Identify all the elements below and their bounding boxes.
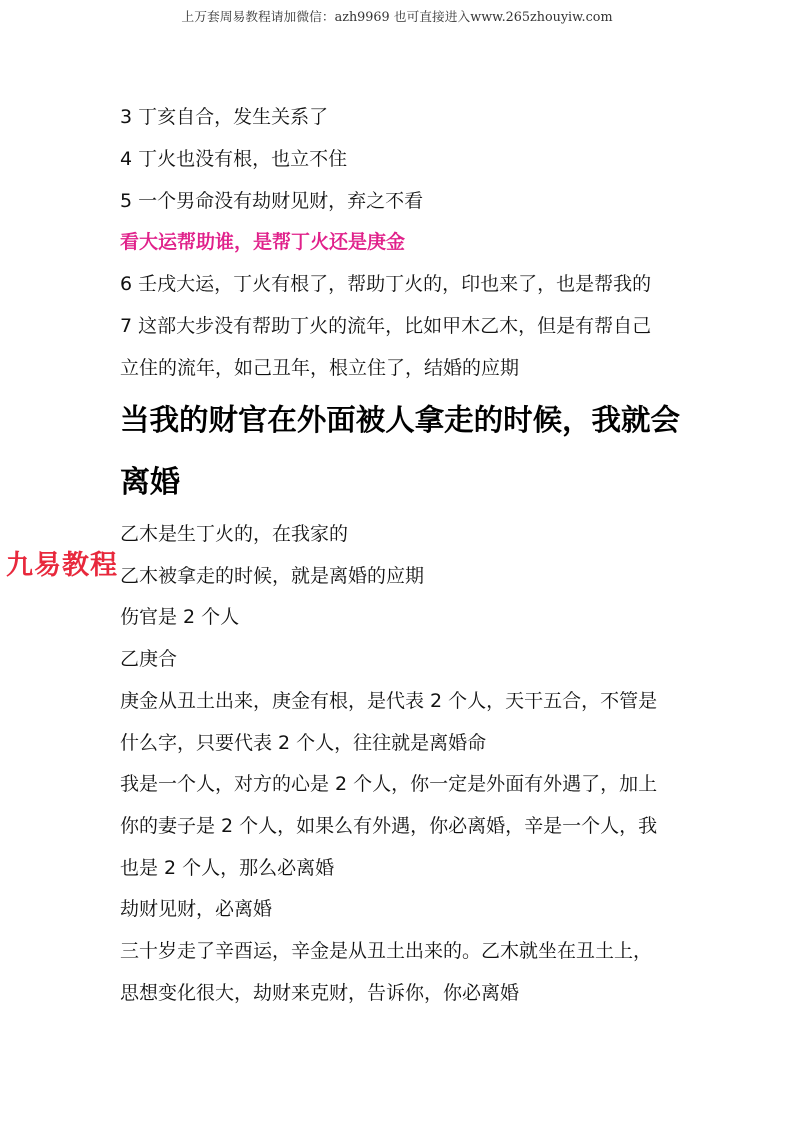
text-line: 7 这部大步没有帮助丁火的流年，比如甲木乙木，但是有帮自己 — [120, 315, 652, 337]
text-line: 三十岁走了辛酉运，辛金是从丑土出来的。乙木就坐在丑土上， — [120, 940, 653, 962]
text-line: 庚金从丑土出来，庚金有根，是代表 2 个人，天干五合，不管是 — [120, 690, 658, 712]
text-line: 也是 2 个人，那么必离婚 — [120, 857, 335, 879]
text-line: 5 一个男命没有劫财见财，弃之不看 — [120, 190, 424, 212]
text-line: 乙木被拿走的时候，就是离婚的应期 — [120, 565, 425, 587]
text-line: 你的妻子是 2 个人，如果么有外遇，你必离婚，辛是一个人，我 — [120, 815, 658, 837]
text-line: 6 壬戌大运，丁火有根了，帮助丁火的，印也来了，也是帮我的 — [120, 273, 652, 295]
text-line: 立住的流年，如己丑年，根立住了，结婚的应期 — [120, 357, 520, 379]
text-line: 乙庚合 — [120, 648, 178, 670]
text-line: 乙木是生丁火的，在我家的 — [120, 523, 349, 545]
text-line: 什么字，只要代表 2 个人，往往就是离婚命 — [120, 732, 487, 754]
text-line: 伤官是 2 个人 — [120, 606, 240, 628]
section-heading-line1: 当我的财官在外面被人拿走的时候，我就会 — [120, 403, 680, 437]
text-line: 思想变化很大，劫财来克财，告诉你，你必离婚 — [120, 982, 520, 1004]
watermark-logo: 九易教程 — [6, 550, 118, 581]
text-line: 劫财见财，必离婚 — [120, 898, 273, 920]
text-line: 我是一个人，对方的心是 2 个人，你一定是外面有外遇了，加上 — [120, 773, 658, 795]
page-header: 上万套周易教程请加微信：azh9969 也可直接进入www.265zhouyiw.com — [181, 10, 613, 25]
text-line: 4 丁火也没有根，也立不住 — [120, 148, 348, 170]
text-line: 3 丁亥自合，发生关系了 — [120, 106, 329, 128]
highlight-line: 看大运帮助谁，是帮丁火还是庚金 — [120, 231, 406, 253]
section-heading-line2: 离婚 — [120, 465, 180, 500]
